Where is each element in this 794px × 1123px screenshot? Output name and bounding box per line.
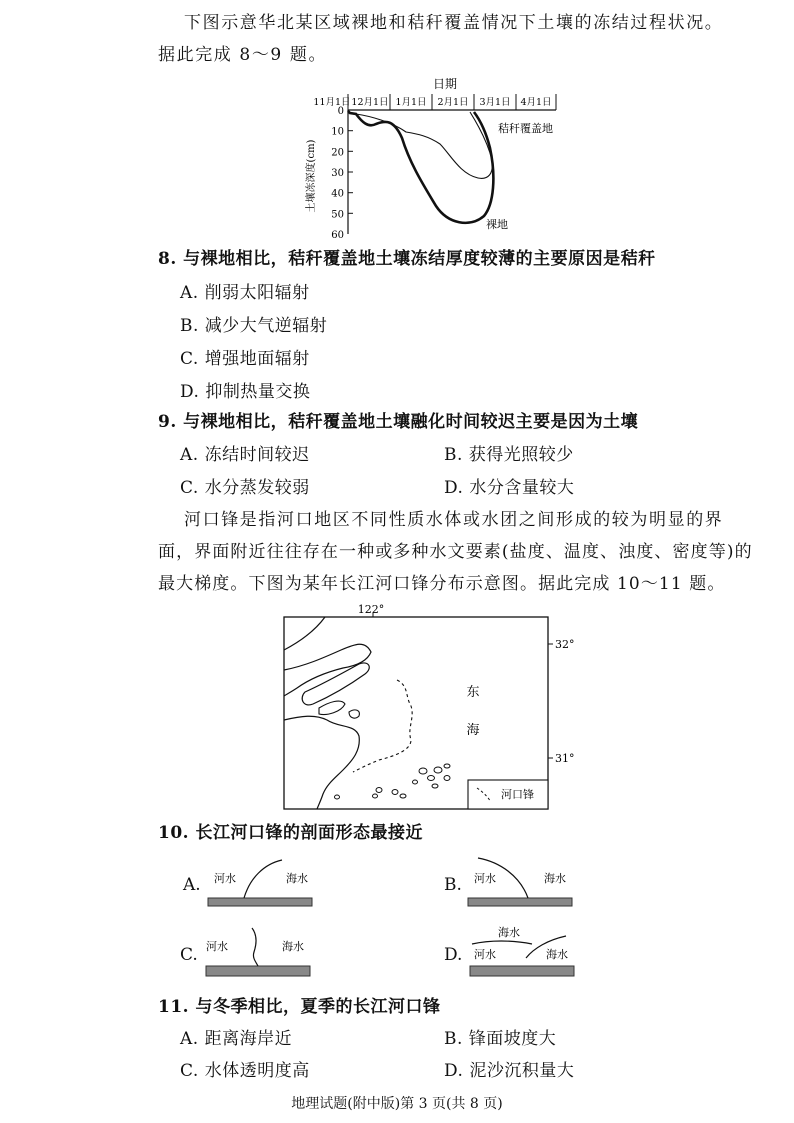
- soil-freeze-chart: [300, 76, 600, 240]
- chart-x-title: 日期: [432, 77, 458, 91]
- chongming-island: [302, 663, 369, 705]
- channel-island-1: [319, 701, 345, 714]
- q10-d-sea-label-top: 海水: [498, 926, 520, 939]
- offshore-islands: [335, 764, 451, 799]
- q8-option-c: C. 增强地面辐射: [180, 349, 310, 369]
- latitude-31: 31°: [555, 752, 575, 765]
- straw-cover-curve: [348, 111, 492, 178]
- y-tick-40: 40: [331, 188, 344, 200]
- intro-2-line-2: 面，界面附近往往存在一种或多种水文要素(盐度、温度、浊度、密度等)的: [158, 542, 753, 562]
- q10-b-sea-label: 海水: [544, 872, 566, 885]
- sea-label-1: 东: [466, 685, 480, 700]
- q8-option-b: B. 减少大气逆辐射: [180, 316, 328, 336]
- q10-stem: 10. 长江河口锋的剖面形态最接近: [158, 823, 423, 843]
- intro-1-line-1: 下图示意华北某区域裸地和秸秆覆盖情况下土壤的冻结过程状况。: [184, 13, 724, 33]
- q11-option-c: C. 水体透明度高: [180, 1061, 310, 1081]
- chart-y-label: 土壤冻深度(cm): [306, 139, 317, 213]
- q9-stem: 9. 与裸地相比，秸秆覆盖地土壤融化时间较迟主要是因为土壤: [158, 412, 639, 432]
- y-tick-30: 30: [331, 168, 344, 179]
- q10-option-d-letter: D.: [444, 945, 463, 965]
- q10-option-b-letter: B.: [444, 875, 462, 895]
- y-tick-20: 20: [331, 147, 344, 159]
- q10-c-sea-label: 海水: [282, 940, 304, 953]
- page-footer: 地理试题(附中版)第 3 页(共 8 页): [291, 1096, 503, 1112]
- q10-c-river-label: 河水: [206, 940, 228, 953]
- q10-option-d-diagram: [466, 918, 578, 984]
- q10-option-a-letter: A.: [183, 875, 201, 895]
- q11-option-a: A. 距离海岸近: [180, 1029, 293, 1049]
- q10-a-river-label: 河水: [214, 872, 236, 885]
- q8-option-d: D. 抑制热量交换: [180, 382, 311, 402]
- intro-2-line-3: 最大梯度。下图为某年长江河口锋分布示意图。据此完成 10～11 题。: [158, 574, 726, 594]
- q11-option-d: D. 泥沙沉积量大: [444, 1061, 575, 1081]
- sea-label-2: 海: [466, 723, 480, 738]
- intro-1-line-2: 据此完成 8～9 题。: [158, 45, 328, 65]
- x-tick-jan: 1月1日: [395, 97, 427, 108]
- x-tick-apr: 4月1日: [520, 97, 552, 108]
- x-tick-dec: 12月1日: [351, 97, 389, 108]
- x-tick-feb: 2月1日: [437, 97, 469, 108]
- north-bank: [284, 644, 371, 696]
- q11-option-b: B. 锋面坡度大: [444, 1029, 557, 1049]
- north-coastline: [284, 617, 325, 650]
- longitude-label: 122°: [357, 603, 385, 616]
- y-tick-50: 50: [331, 209, 344, 221]
- straw-label: 秸秆覆盖地: [498, 122, 553, 135]
- intro-2-line-1: 河口锋是指河口地区不同性质水体或水团之间形成的较为明显的界: [184, 510, 724, 530]
- latitude-32: 32°: [555, 638, 575, 651]
- q10-option-b-diagram: [466, 852, 576, 914]
- channel-island-2: [349, 710, 359, 718]
- q9-option-a: A. 冻结时间较迟: [180, 445, 310, 465]
- yangtze-estuary-map: [275, 600, 575, 816]
- q9-option-c: C. 水分蒸发较弱: [180, 478, 310, 498]
- q10-option-a-diagram: [206, 852, 316, 914]
- q10-a-sea-label: 海水: [286, 872, 308, 885]
- bare-ground-curve: [348, 111, 493, 223]
- q10-b-river-label: 河水: [474, 872, 496, 885]
- q10-d-river-label: 河水: [474, 948, 496, 961]
- bare-label: 裸地: [486, 218, 508, 231]
- q10-d-sea-label-right: 海水: [546, 948, 568, 961]
- y-tick-60: 60: [331, 230, 344, 240]
- legend-label: 河口锋: [501, 788, 534, 801]
- y-tick-10: 10: [331, 126, 344, 138]
- q10-option-c-diagram: [202, 922, 314, 984]
- q10-option-c-letter: C.: [180, 945, 198, 965]
- q8-option-a: A. 削弱太阳辐射: [180, 283, 310, 303]
- y-tick-0: 0: [337, 106, 344, 117]
- q9-option-d: D. 水分含量较大: [444, 478, 575, 498]
- estuary-front-line: [353, 680, 412, 772]
- q11-stem: 11. 与冬季相比，夏季的长江河口锋: [158, 997, 441, 1017]
- x-tick-nov: 11月1日: [313, 97, 351, 108]
- south-bank: [284, 716, 359, 809]
- q8-stem: 8. 与裸地相比，秸秆覆盖地土壤冻结厚度较薄的主要原因是秸秆: [158, 249, 656, 269]
- q9-option-b: B. 获得光照较少: [444, 445, 574, 465]
- x-tick-mar: 3月1日: [479, 97, 511, 108]
